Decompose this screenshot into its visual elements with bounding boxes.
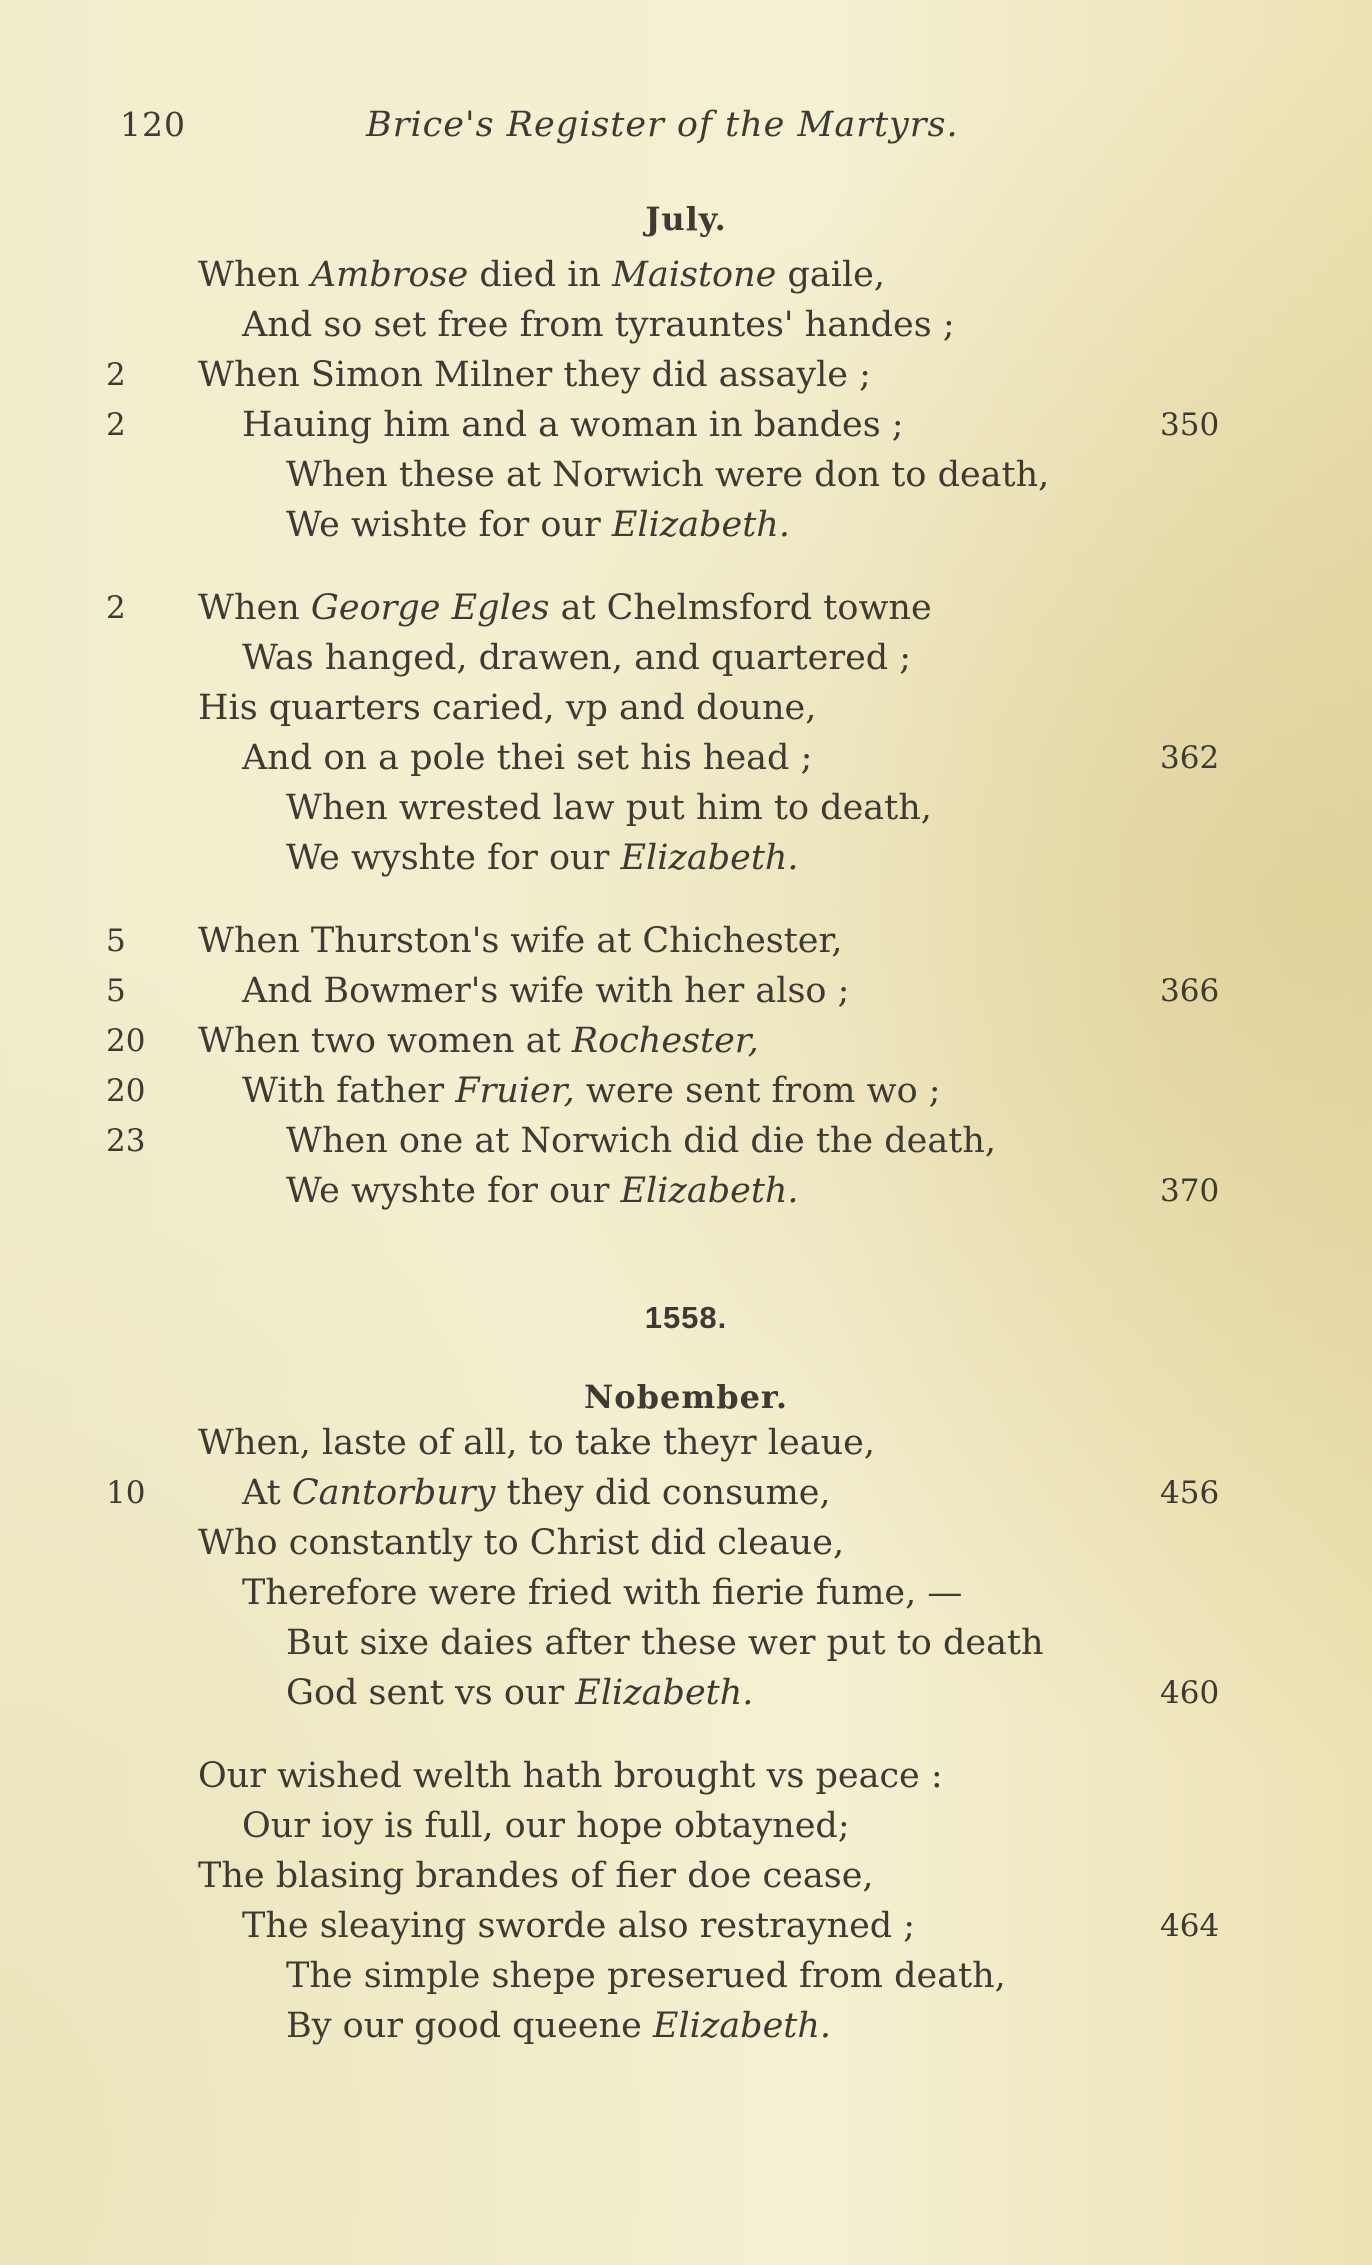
- verse-text: [242, 733, 812, 783]
- verse-text: [198, 250, 885, 300]
- line-number: 460: [1160, 1675, 1220, 1711]
- verse-fragment: Our ioy is full, our hope obtayned;: [242, 1806, 850, 1846]
- verse-text: [198, 683, 816, 733]
- verse-fragment: By our good queene: [286, 2006, 653, 2046]
- verse-text: [286, 1618, 1044, 1668]
- verse-fragment: We wishte for our: [286, 505, 612, 545]
- verse-line: [0, 1016, 1372, 1066]
- verse-line: [0, 1418, 1372, 1468]
- verse-fragment: Was hanged, drawen, and quartered ;: [242, 638, 912, 678]
- verse-fragment: Therefore were fried with fierie fume, —: [242, 1573, 963, 1613]
- verse-text: [242, 1568, 962, 1618]
- verse-fragment: God sent vs our: [286, 1673, 576, 1713]
- line-number: 350: [1160, 407, 1220, 443]
- verse-text: [286, 783, 932, 833]
- verse-text: [286, 500, 790, 550]
- verse-fragment: And Bowmer's wife with her also ;: [242, 971, 850, 1011]
- verse-text: [198, 583, 932, 633]
- verse-line: [0, 350, 1372, 400]
- page-number: 120: [120, 105, 186, 144]
- verse-line: [0, 583, 1372, 633]
- verse-fragment: died in: [468, 255, 613, 295]
- line-number: 456: [1160, 1475, 1220, 1511]
- verse-text: [198, 1518, 844, 1568]
- verse-text: [242, 400, 904, 450]
- verse-text: [286, 1116, 996, 1166]
- margin-date: 2: [106, 407, 126, 443]
- verse-fragment: But sixe daies after these wer put to death: [286, 1623, 1044, 1663]
- verse-text: [286, 1668, 753, 1718]
- verse-line: [0, 1066, 1372, 1116]
- verse-fragment: Our wished welth hath brought vs peace :: [198, 1756, 943, 1796]
- verse-fragment: When: [198, 255, 311, 295]
- verse-line: [0, 683, 1372, 733]
- verse-fragment: When: [198, 588, 311, 628]
- page-header: [0, 105, 1372, 155]
- margin-date: 2: [106, 357, 126, 393]
- verse-fragment: With father: [242, 1071, 456, 1111]
- italic-name: Rochester,: [571, 1021, 759, 1061]
- verse-line: [0, 916, 1372, 966]
- verse-fragment: they did consume,: [495, 1473, 831, 1513]
- verse-line: [0, 1518, 1372, 1568]
- verse-line: [0, 400, 1372, 450]
- verse-line: [0, 1468, 1372, 1518]
- italic-name: Elizabeth.: [611, 505, 790, 545]
- verse-fragment: We wyshte for our: [286, 838, 621, 878]
- verse-line: [0, 833, 1372, 883]
- margin-date: 5: [106, 973, 126, 1009]
- verse-text: [286, 1951, 1006, 2001]
- verse-fragment: When Simon Milner they did assayle ;: [198, 355, 871, 395]
- verse-fragment: The simple shepe preserued from death,: [286, 1956, 1006, 1996]
- verse-text: [198, 1016, 759, 1066]
- verse-fragment: Who constantly to Christ did cleaue,: [198, 1523, 845, 1563]
- verse-line: [0, 1951, 1372, 2001]
- verse-text: [198, 1851, 874, 1901]
- verse-text: [286, 1166, 799, 1216]
- verse-text: [242, 300, 955, 350]
- verse-line: [0, 1801, 1372, 1851]
- verse-fragment: His quarters caried, vp and doune,: [198, 688, 817, 728]
- verse-line: [0, 450, 1372, 500]
- section-heading-july: July.: [645, 200, 727, 238]
- verse-fragment: When Thurston's wife at Chichester,: [198, 921, 843, 961]
- verse-line: [0, 1851, 1372, 1901]
- line-number: 362: [1160, 740, 1220, 776]
- verse-line: [0, 250, 1372, 300]
- verse-line: [0, 1751, 1372, 1801]
- verse-line: [0, 500, 1372, 550]
- verse-line: [0, 300, 1372, 350]
- italic-name: Fruier,: [455, 1071, 575, 1111]
- verse-text: [242, 1468, 831, 1518]
- verse-fragment: When these at Norwich were don to death,: [286, 455, 1050, 495]
- verse-line: [0, 1116, 1372, 1166]
- margin-date: 23: [106, 1123, 146, 1159]
- verse-line: [0, 1166, 1372, 1216]
- verse-fragment: When two women at: [198, 1021, 572, 1061]
- verse-fragment: We wyshte for our: [286, 1171, 621, 1211]
- verse-line: [0, 1568, 1372, 1618]
- verse-fragment: The sleaying sworde also restrayned ;: [242, 1906, 916, 1946]
- line-number: 370: [1160, 1173, 1220, 1209]
- section-heading-november: Nobember.: [584, 1378, 788, 1416]
- italic-name: Elizabeth.: [575, 1673, 754, 1713]
- running-title: Brice's Register of the Martyrs.: [366, 105, 959, 145]
- italic-name: Ambrose: [310, 255, 469, 295]
- verse-text: [198, 350, 871, 400]
- verse-line: [0, 2001, 1372, 2051]
- verse-fragment: Hauing him and a woman in bandes ;: [242, 405, 904, 445]
- verse-line: [0, 1668, 1372, 1718]
- verse-fragment: At: [242, 1473, 292, 1513]
- margin-date: 10: [106, 1475, 146, 1511]
- verse-fragment: And so set free from tyrauntes' handes ;: [242, 305, 955, 345]
- verse-fragment: The blasing brandes of fier doe cease,: [198, 1856, 874, 1896]
- verse-text: [198, 916, 843, 966]
- verse-text: [242, 633, 911, 683]
- verse-text: [198, 1418, 875, 1468]
- verse-text: [286, 2001, 831, 2051]
- verse-line: [0, 733, 1372, 783]
- italic-name: George Egles: [310, 588, 550, 628]
- year-heading: 1558.: [644, 1300, 728, 1335]
- verse-text: [242, 1066, 941, 1116]
- verse-text: [242, 1801, 850, 1851]
- italic-name: Maistone: [612, 255, 777, 295]
- verse-text: [286, 833, 799, 883]
- verse-fragment: at Chelmsford towne: [549, 588, 932, 628]
- italic-name: Elizabeth.: [620, 1171, 799, 1211]
- italic-name: Elizabeth.: [620, 838, 799, 878]
- verse-line: [0, 783, 1372, 833]
- verse-fragment: And on a pole thei set his head ;: [242, 738, 813, 778]
- margin-date: 20: [106, 1023, 146, 1059]
- line-number: 366: [1160, 973, 1220, 1009]
- margin-date: 2: [106, 590, 126, 626]
- verse-line: [0, 1618, 1372, 1668]
- verse-line: [0, 966, 1372, 1016]
- verse-text: [198, 1751, 943, 1801]
- verse-line: [0, 633, 1372, 683]
- verse-fragment: were sent from wo ;: [574, 1071, 941, 1111]
- italic-name: Cantorbury: [291, 1473, 496, 1513]
- verse-text: [242, 1901, 915, 1951]
- verse-fragment: When, laste of all, to take theyr leaue,: [198, 1423, 875, 1463]
- verse-text: [286, 450, 1049, 500]
- margin-date: 5: [106, 923, 126, 959]
- verse-line: [0, 1901, 1372, 1951]
- verse-fragment: When wrested law put him to death,: [286, 788, 932, 828]
- verse-text: [242, 966, 849, 1016]
- verse-fragment: gaile,: [776, 255, 885, 295]
- margin-date: 20: [106, 1073, 146, 1109]
- line-number: 464: [1160, 1908, 1220, 1944]
- italic-name: Elizabeth.: [652, 2006, 832, 2046]
- verse-fragment: When one at Norwich did die the death,: [286, 1121, 996, 1161]
